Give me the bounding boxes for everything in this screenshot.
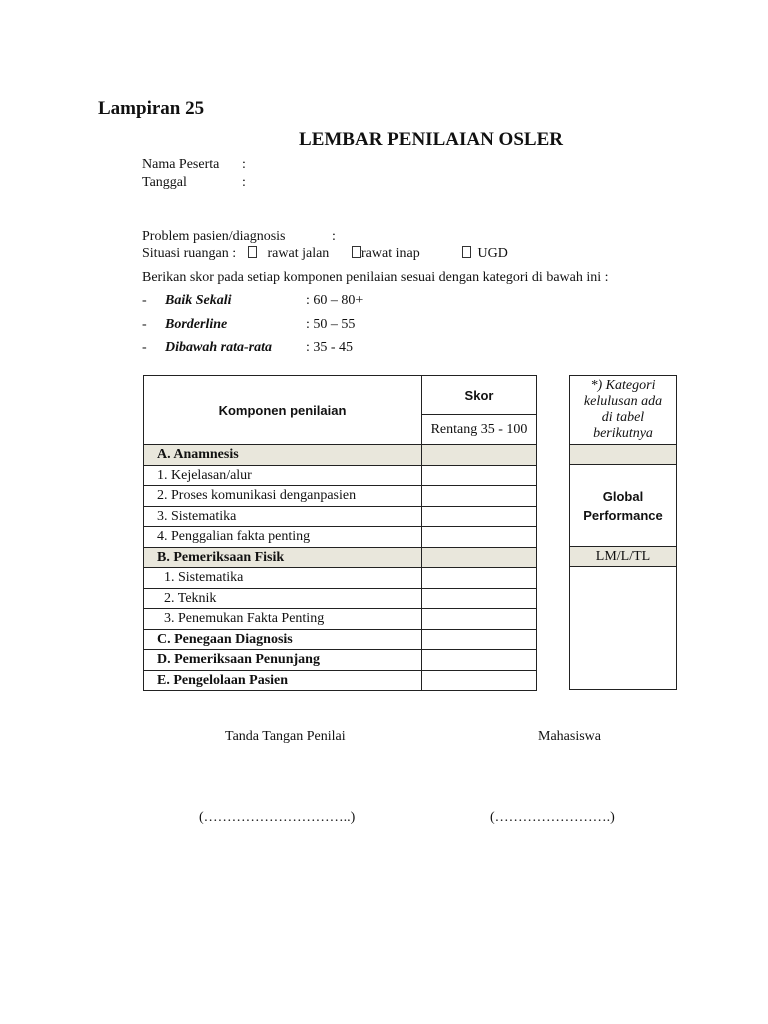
category-note: *) Kategori kelulusan ada di tabel berikutnya [570,376,677,445]
category-dash: - [142,293,147,308]
score-cell[interactable] [422,568,537,589]
score-cell[interactable] [422,670,537,691]
table-row [144,629,537,650]
table-row [144,486,537,507]
row-label: 4. Penggalian fakta penting [144,527,422,548]
assessor-signature-label: Tanda Tangan Penilai [225,729,346,744]
checkbox-icon[interactable] [462,246,471,258]
checkbox-icon[interactable] [248,246,257,258]
option-label: rawat jalan [267,246,330,261]
name-colon: : [242,157,246,172]
row-label: 3. Sistematika [144,506,422,527]
assessor-signature-line[interactable]: (…………………………..) [199,810,356,825]
category-range: : 35 - 45 [306,340,354,355]
instruction-text: Berikan skor pada setiap komponen penilaian sesuai dengan kategori di bawah ini : [142,270,609,285]
name-label: Nama Peserta [142,157,220,172]
appendix-label: Lampiran 25 [98,98,205,119]
row-label: E. Pengelolaan Pasien [144,670,422,691]
score-cell[interactable] [422,629,537,650]
side-shaded-cell [570,445,677,465]
table-row [144,465,537,486]
score-cell[interactable] [422,527,537,548]
row-label: 2. Teknik [144,588,422,609]
option-ugd[interactable] [462,246,508,262]
component-header: Komponen penilaian [144,376,422,445]
row-label: A. Anamnesis [144,445,422,466]
category-range: : 60 – 80+ [306,293,364,308]
score-cell[interactable] [422,547,537,568]
category-name: Borderline [165,317,228,332]
row-label: 1. Kejelasan/alur [144,465,422,486]
score-cell[interactable] [422,445,537,466]
score-cell[interactable] [422,588,537,609]
row-label: 2. Proses komunikasi denganpasien [144,486,422,507]
table-row [144,670,537,691]
page-title: LEMBAR PENILAIAN OSLER [299,129,563,150]
table-row [144,547,537,568]
global-performance-label: Global Performance [570,465,677,547]
table-row [144,527,537,548]
table-row [144,506,537,527]
table-row [144,568,537,589]
global-performance-table [569,375,677,690]
table-row [144,445,537,466]
row-label: 1. Sistematika [144,568,422,589]
assessment-table [143,375,537,691]
score-cell[interactable] [422,506,537,527]
category-dash: - [142,340,147,355]
row-label: D. Pemeriksaan Penunjang [144,650,422,671]
option-rawat-inap[interactable] [352,246,420,262]
option-rawat-jalan[interactable] [248,246,329,262]
problem-colon: : [332,229,336,244]
row-label: B. Pemeriksaan Fisik [144,547,422,568]
row-label: 3. Penemukan Fakta Penting [144,609,422,630]
option-label: UGD [477,246,508,261]
row-label: C. Penegaan Diagnosis [144,629,422,650]
score-cell[interactable] [422,465,537,486]
score-range-header: Rentang 35 - 100 [422,415,537,445]
table-row [144,609,537,630]
score-cell[interactable] [422,486,537,507]
option-label: rawat inap [361,246,420,261]
result-input-cell[interactable] [570,567,677,690]
problem-label: Problem pasien/diagnosis [142,229,286,244]
table-row [144,588,537,609]
category-name: Baik Sekali [165,293,232,308]
score-cell[interactable] [422,609,537,630]
checkbox-icon[interactable] [352,246,361,258]
table-row [144,650,537,671]
category-range: : 50 – 55 [306,317,356,332]
category-name: Dibawah rata-rata [165,340,272,355]
date-colon: : [242,175,246,190]
score-header: Skor [422,376,537,415]
situation-label: Situasi ruangan : [142,246,237,261]
student-signature-line[interactable]: (…………………….) [490,810,615,825]
date-label: Tanggal [142,175,187,190]
score-cell[interactable] [422,650,537,671]
category-dash: - [142,317,147,332]
student-signature-label: Mahasiswa [538,729,601,744]
result-options: LM/L/TL [570,547,677,567]
